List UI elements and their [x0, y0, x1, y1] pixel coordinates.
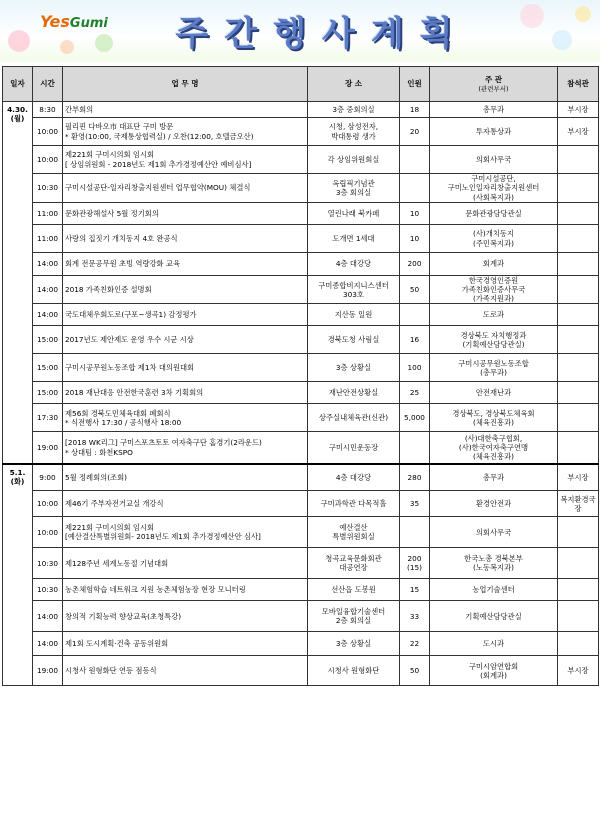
people-cell: 280	[400, 464, 430, 491]
table-row	[3, 404, 599, 432]
table-row	[3, 326, 599, 354]
table-row	[3, 517, 599, 548]
people-cell: 35	[400, 491, 430, 517]
task-cell: 필리핀 다바오市 대표단 구미 방문 * 환영(10:00, 국제통상협력실) / 오찬(12:00, 호텔금오산)	[63, 118, 308, 146]
place-cell: 재난안전상황실	[308, 382, 400, 404]
attend-cell: 부시장	[558, 102, 599, 118]
attend-cell	[558, 517, 599, 548]
task-cell: 제1회 도시계획·건축 공동위원회	[63, 632, 308, 656]
people-cell	[400, 146, 430, 174]
org-cell: 총무과	[430, 464, 558, 491]
org-cell: 한국경영인증원 가족친화인증사무국 (가족지원과)	[430, 276, 558, 304]
task-cell: 제46기 주부자전거교실 개강식	[63, 491, 308, 517]
time-cell: 11:00	[33, 225, 63, 253]
task-cell: 제56회 경북도민체육대회 폐회식 * 식전행사 17:30 / 공식행사 18:00	[63, 404, 308, 432]
task-cell: 제221회 구미시의회 임시회 [예산결산특별위원회- 2018년도 제1회 추가경정예산안 심사]	[63, 517, 308, 548]
table-row	[3, 146, 599, 174]
task-cell: 5월 정례회의(조회)	[63, 464, 308, 491]
table-row	[3, 174, 599, 203]
org-cell: 문화관광담당관실	[430, 203, 558, 225]
org-cell: 경상북도, 경상북도체육회 (체육진흥과)	[430, 404, 558, 432]
org-cell: 도로과	[430, 304, 558, 326]
place-cell: 구미과학관 다목적홀	[308, 491, 400, 517]
attend-cell	[558, 601, 599, 632]
date-cell: 4.30. (월)	[3, 102, 33, 464]
people-cell: 200 (15)	[400, 548, 430, 579]
people-cell	[400, 517, 430, 548]
yesgumi-logo: YesGumi	[40, 12, 108, 31]
org-cell: 의회사무국	[430, 517, 558, 548]
place-cell: 3층 중회의실	[308, 102, 400, 118]
place-cell: 청곡교육문화회관 대공연장	[308, 548, 400, 579]
org-cell: 구미시공무원노동조합 (총무과)	[430, 354, 558, 382]
task-cell: 간부회의	[63, 102, 308, 118]
time-cell: 10:30	[33, 174, 63, 203]
org-cell: 안전재난과	[430, 382, 558, 404]
place-cell: 상주실내체육관(신관)	[308, 404, 400, 432]
attend-cell	[558, 203, 599, 225]
people-cell	[400, 304, 430, 326]
schedule-table	[2, 66, 599, 686]
task-cell: 사랑의 집짓기 개치동지 4호 완공식	[63, 225, 308, 253]
col-date: 일자	[3, 67, 33, 102]
place-cell: 선산읍 도봉원	[308, 579, 400, 601]
people-cell: 16	[400, 326, 430, 354]
attend-cell: 부시장	[558, 464, 599, 491]
people-cell: 20	[400, 118, 430, 146]
time-cell: 11:00	[33, 203, 63, 225]
time-cell: 14:00	[33, 632, 63, 656]
task-cell: 2017년도 제안제도 운영 우수 시군 시상	[63, 326, 308, 354]
place-cell: 지산동 일원	[308, 304, 400, 326]
task-cell: 2018 재난대응 안전한국훈련 3차 기획회의	[63, 382, 308, 404]
time-cell: 10:00	[33, 491, 63, 517]
place-cell: 3층 상황실	[308, 632, 400, 656]
attend-cell	[558, 146, 599, 174]
table-row	[3, 225, 599, 253]
attend-cell	[558, 304, 599, 326]
table-row	[3, 118, 599, 146]
col-place: 장 소	[308, 67, 400, 102]
people-cell: 18	[400, 102, 430, 118]
time-cell: 15:00	[33, 354, 63, 382]
col-org: 주 관 (관련부서)	[430, 67, 558, 102]
org-cell: 총무과	[430, 102, 558, 118]
table-row	[3, 102, 599, 118]
place-cell: 옥립픽기념관 3층 회의실	[308, 174, 400, 203]
attend-cell	[558, 432, 599, 464]
table-row	[3, 548, 599, 579]
time-cell: 14:00	[33, 601, 63, 632]
table-row	[3, 601, 599, 632]
people-cell: 5,000	[400, 404, 430, 432]
org-cell: 구미시암연합회 (회계과)	[430, 656, 558, 686]
table-row	[3, 382, 599, 404]
task-cell: 국도대체우회도로(구포~생곡1) 감정평가	[63, 304, 308, 326]
attend-cell	[558, 174, 599, 203]
people-cell: 10	[400, 225, 430, 253]
task-cell: 제221회 구미시의회 임시회 [ 상임위원회 - 2018년도 제1회 추가경정예산안 예비심사]	[63, 146, 308, 174]
people-cell: 33	[400, 601, 430, 632]
org-cell: 도시과	[430, 632, 558, 656]
place-cell: 시청사 원형화단	[308, 656, 400, 686]
org-cell: 환경안전과	[430, 491, 558, 517]
col-people: 인원	[400, 67, 430, 102]
table-row	[3, 304, 599, 326]
time-cell: 9:00	[33, 464, 63, 491]
table-row	[3, 354, 599, 382]
table-row	[3, 276, 599, 304]
col-time: 시간	[33, 67, 63, 102]
page-title: 주간행사계획	[175, 14, 469, 54]
header-banner	[0, 0, 600, 62]
attend-cell	[558, 326, 599, 354]
attend-cell	[558, 404, 599, 432]
time-cell: 10:30	[33, 548, 63, 579]
place-cell: 각 상임위원회실	[308, 146, 400, 174]
task-cell: [2018 WK리그] 구미스포츠토토 여자축구단 홈경기(2라운드) * 상대팀 : 화천KSPO	[63, 432, 308, 464]
people-cell	[400, 174, 430, 203]
place-cell: 4층 대강당	[308, 253, 400, 276]
attend-cell	[558, 382, 599, 404]
time-cell: 8:30	[33, 102, 63, 118]
place-cell: 경북도청 사림실	[308, 326, 400, 354]
table-row	[3, 632, 599, 656]
table-row	[3, 491, 599, 517]
col-task: 업 무 명	[63, 67, 308, 102]
attend-cell	[558, 276, 599, 304]
org-cell: 회계과	[430, 253, 558, 276]
date-cell: 5.1. (화)	[3, 464, 33, 686]
table-row	[3, 464, 599, 491]
time-cell: 10:00	[33, 118, 63, 146]
place-cell: 도개면 1세대	[308, 225, 400, 253]
org-cell: 투자통상과	[430, 118, 558, 146]
people-cell: 50	[400, 656, 430, 686]
people-cell	[400, 432, 430, 464]
time-cell: 14:00	[33, 253, 63, 276]
people-cell: 22	[400, 632, 430, 656]
place-cell: 예산결산 특별위원회실	[308, 517, 400, 548]
place-cell: 열린나래 북카페	[308, 203, 400, 225]
table-row	[3, 579, 599, 601]
place-cell: 3층 상황실	[308, 354, 400, 382]
place-cell: 시청, 삼성전자, 박대통령 생가	[308, 118, 400, 146]
task-cell: 문화관광해설사 5월 정기회의	[63, 203, 308, 225]
time-cell: 17:30	[33, 404, 63, 432]
org-cell: (사)대한축구협회, (사)한국여자축구연맹 (체육진흥과)	[430, 432, 558, 464]
people-cell: 15	[400, 579, 430, 601]
task-cell: 구미시설공단-일자리창출지원센터 업무협약(MOU) 체결식	[63, 174, 308, 203]
people-cell: 100	[400, 354, 430, 382]
people-cell: 25	[400, 382, 430, 404]
table-row	[3, 253, 599, 276]
place-cell: 모바일융합기술센터 2층 회의실	[308, 601, 400, 632]
attend-cell	[558, 548, 599, 579]
time-cell: 10:30	[33, 579, 63, 601]
people-cell: 10	[400, 203, 430, 225]
task-cell: 창의적 기획능력 향상교육(초청특강)	[63, 601, 308, 632]
attend-cell: 부시장	[558, 656, 599, 686]
time-cell: 14:00	[33, 276, 63, 304]
task-cell: 구미시공무원노동조합 제1차 대의원대회	[63, 354, 308, 382]
table-header	[3, 67, 599, 102]
time-cell: 19:00	[33, 432, 63, 464]
people-cell: 200	[400, 253, 430, 276]
org-cell: 기획예산담당관실	[430, 601, 558, 632]
attend-cell	[558, 579, 599, 601]
place-cell: 구미종합비지니스센터 303호	[308, 276, 400, 304]
org-cell: 의회사무국	[430, 146, 558, 174]
table-row	[3, 656, 599, 686]
place-cell: 4층 대강당	[308, 464, 400, 491]
org-cell: 구미시설공단, 구미노인일자리창출지원센터 (사회복지과)	[430, 174, 558, 203]
attend-cell	[558, 225, 599, 253]
org-cell: 한국노총 경북본부 (노동복지과)	[430, 548, 558, 579]
task-cell: 시청사 원형화단 연등 점등식	[63, 656, 308, 686]
attend-cell: 복지환경국장	[558, 491, 599, 517]
col-attend: 참석관	[558, 67, 599, 102]
task-cell: 제128주년 세계노동절 기념대회	[63, 548, 308, 579]
attend-cell	[558, 632, 599, 656]
attend-cell: 부시장	[558, 118, 599, 146]
org-cell: (사)개치동지 (주민복지과)	[430, 225, 558, 253]
task-cell: 농촌체험학습 네트워크 지원 농촌체험농장 현장 모니터링	[63, 579, 308, 601]
task-cell: 2018 가족친화인증 설명회	[63, 276, 308, 304]
time-cell: 14:00	[33, 304, 63, 326]
people-cell: 50	[400, 276, 430, 304]
table-row	[3, 432, 599, 464]
attend-cell	[558, 253, 599, 276]
time-cell: 10:00	[33, 146, 63, 174]
table-row	[3, 203, 599, 225]
attend-cell	[558, 354, 599, 382]
time-cell: 10:00	[33, 517, 63, 548]
time-cell: 15:00	[33, 382, 63, 404]
place-cell: 구미시민운동장	[308, 432, 400, 464]
org-cell: 경상북도 자치행정과 (기획예산담당관실)	[430, 326, 558, 354]
time-cell: 15:00	[33, 326, 63, 354]
task-cell: 회계 전문공무원 초빙 역량강화 교육	[63, 253, 308, 276]
time-cell: 19:00	[33, 656, 63, 686]
org-cell: 농업기술센터	[430, 579, 558, 601]
